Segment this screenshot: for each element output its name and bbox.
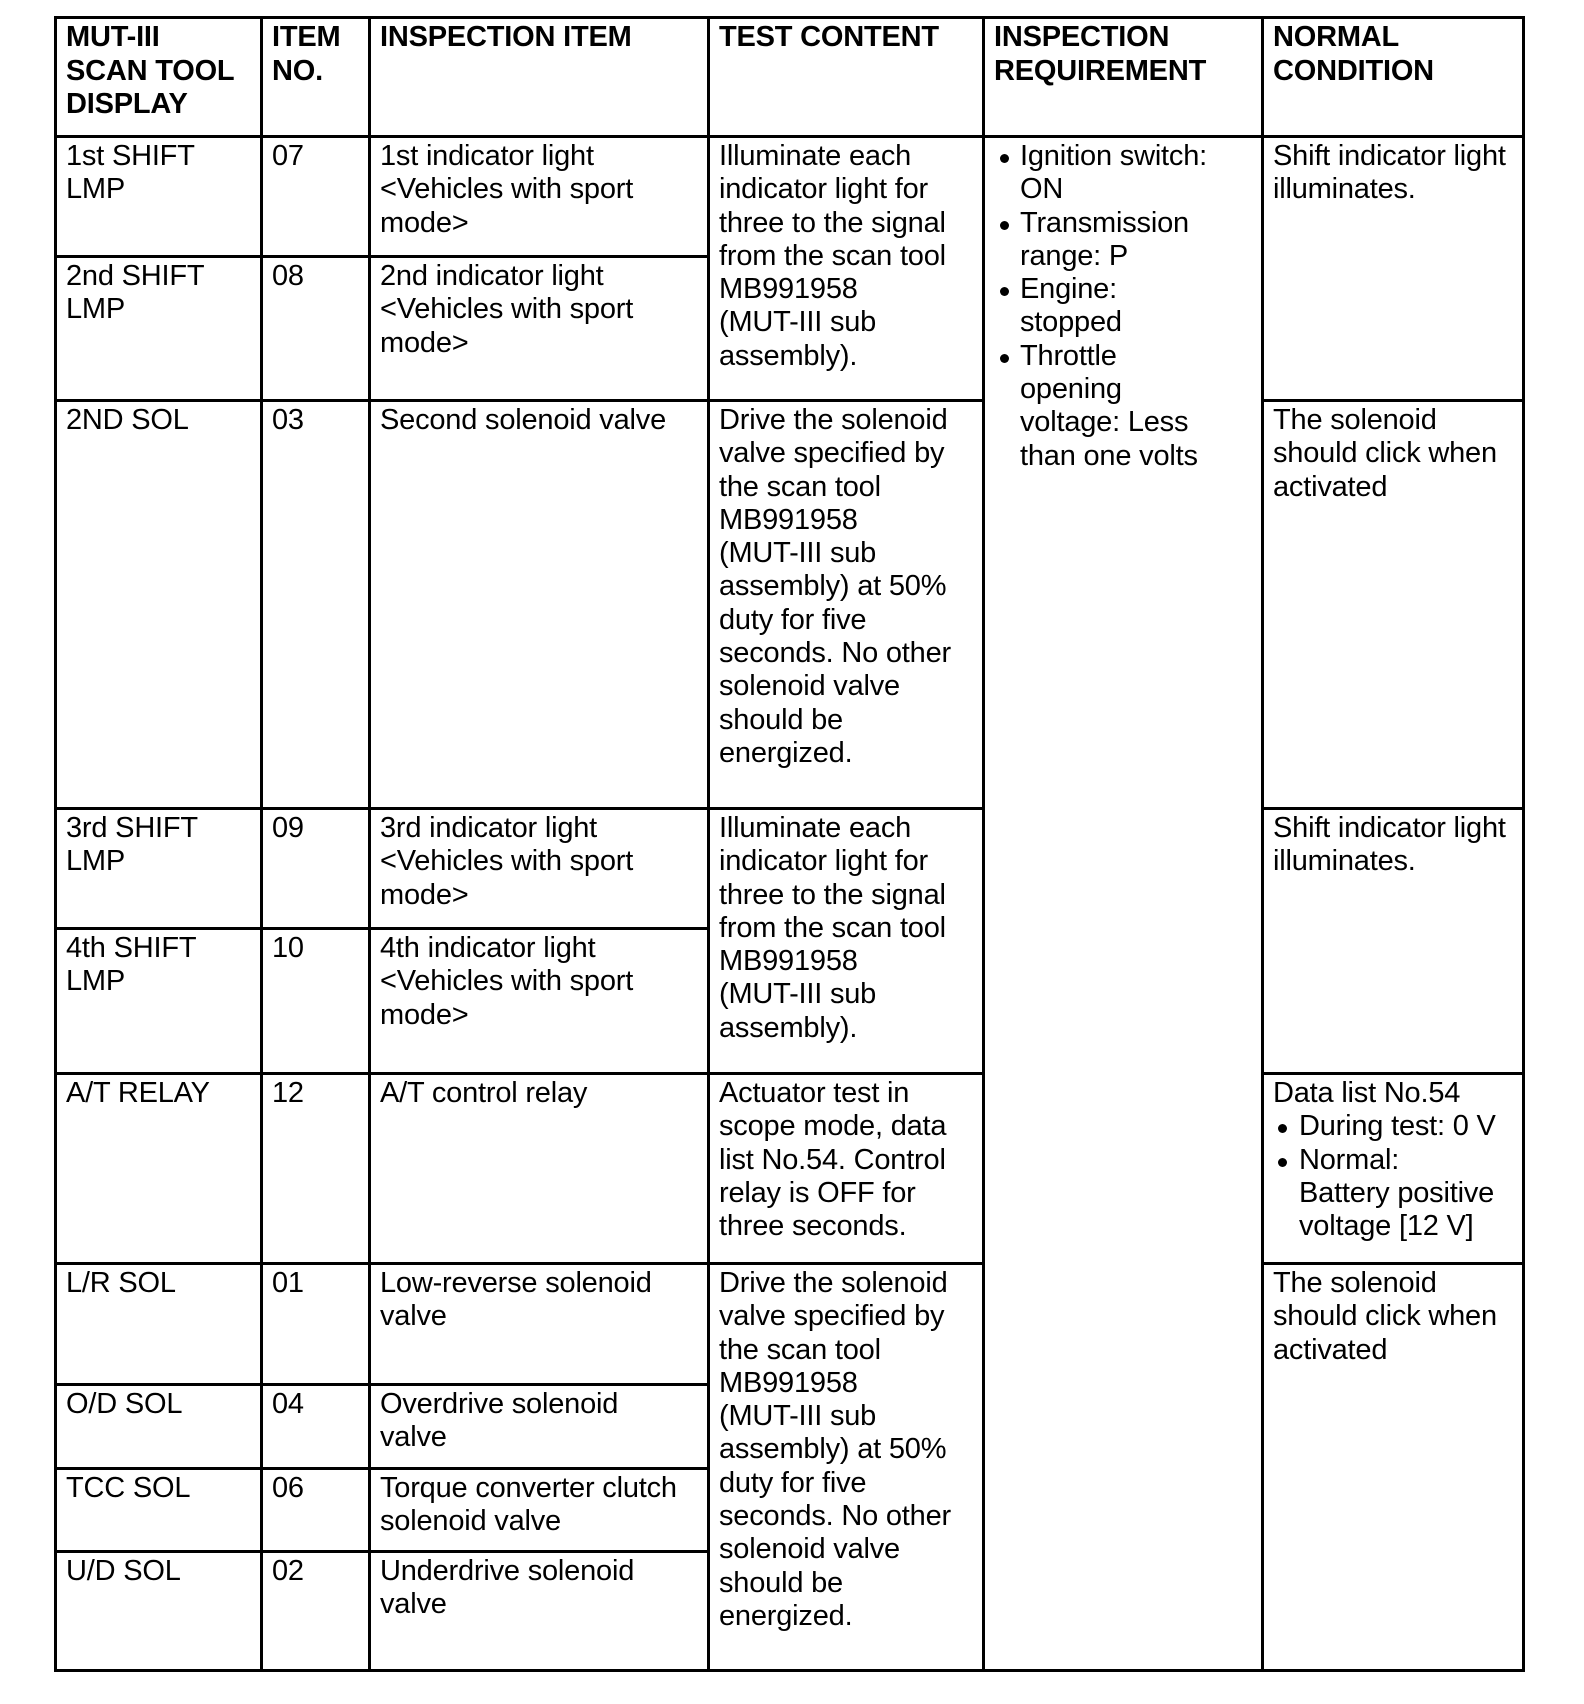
cell-text: assembly) at 50%	[719, 570, 947, 603]
cell-text: MB991958	[719, 945, 858, 978]
header-line: SCAN TOOL	[66, 54, 235, 87]
cell-text: 3rd indicator light	[380, 812, 598, 844]
cell-text: mode>	[380, 326, 469, 359]
inspection-requirement-all	[985, 138, 1264, 1672]
requirement-throttle	[985, 340, 1253, 473]
header-inspection-item	[371, 19, 710, 138]
cell-text: relay is OFF for	[719, 1176, 916, 1209]
cell-text: mode>	[380, 206, 469, 239]
cell-text: illuminates.	[1273, 173, 1416, 206]
header-normal-condition	[1264, 19, 1522, 138]
cell-text: Ignition switch:	[1020, 140, 1207, 172]
cell-text: assembly).	[719, 1011, 858, 1044]
cell-text: <Vehicles with sport	[380, 173, 634, 206]
normal-condition-solenoid-group	[1264, 1265, 1522, 1672]
cell-text: The solenoid	[1273, 1267, 1437, 1299]
table-row-ud-sol-display	[57, 1553, 263, 1672]
cell-text: MB991958	[719, 273, 858, 306]
cell-text: valve	[380, 1421, 447, 1454]
cell-text: Data list No.54	[1273, 1077, 1461, 1109]
table-row-3rd-shift-display	[57, 810, 263, 930]
header-test-content	[710, 19, 985, 138]
cell-text: TCC SOL	[66, 1472, 191, 1504]
cell-text: three seconds.	[719, 1210, 907, 1243]
table-row-4th-shift-item-no	[263, 930, 371, 1075]
cell-text: During test: 0 V	[1299, 1110, 1496, 1143]
table-row-at-relay-inspection-item	[371, 1075, 710, 1265]
cell-text: 12	[272, 1077, 304, 1109]
test-content-solenoid-group	[710, 1265, 985, 1672]
table-row-3rd-shift-inspection-item	[371, 810, 710, 930]
cell-text: Low-reverse solenoid	[380, 1267, 652, 1299]
cell-text: range: P	[1020, 239, 1129, 272]
test-content-indicator-1-2	[710, 138, 985, 402]
header-line: INSPECTION ITEM	[380, 21, 632, 53]
cell-text: 2nd SHIFT	[66, 260, 205, 292]
header-line: INSPECTION	[994, 21, 1170, 53]
header-line: TEST CONTENT	[719, 21, 939, 53]
cell-text: (MUT-III sub	[719, 978, 877, 1011]
cell-text: duty for five	[719, 603, 867, 636]
cell-text: mode>	[380, 878, 469, 911]
cell-text: 04	[272, 1388, 304, 1420]
cell-text: 1st SHIFT	[66, 140, 195, 172]
cell-text: Drive the solenoid	[719, 404, 948, 436]
requirement-transmission	[985, 207, 1253, 274]
cell-text: indicator light for	[719, 845, 928, 878]
cell-text: valve	[380, 1588, 447, 1621]
cell-text: <Vehicles with sport	[380, 845, 634, 878]
cell-text: A/T control relay	[380, 1077, 588, 1109]
cell-text: 10	[272, 932, 304, 964]
table-row-3rd-shift-item-no	[263, 810, 371, 930]
cell-text: O/D SOL	[66, 1388, 183, 1420]
cell-text: 1st indicator light	[380, 140, 594, 172]
test-content-at-relay	[710, 1075, 985, 1265]
cell-text: seconds. No other	[719, 1500, 951, 1533]
cell-text: from the scan tool	[719, 911, 946, 944]
cell-text: Overdrive solenoid	[380, 1388, 619, 1420]
cell-text: assembly) at 50%	[719, 1433, 947, 1466]
cell-text: indicator light for	[719, 173, 928, 206]
table-row-od-sol-inspection-item	[371, 1386, 710, 1470]
cell-text: opening	[1020, 373, 1122, 406]
cell-text: three to the signal	[719, 878, 946, 911]
cell-text: should be	[719, 1566, 843, 1599]
cell-text: 2nd indicator light	[380, 260, 604, 292]
cell-text: MB991958	[719, 503, 858, 536]
table-row-2nd-shift-inspection-item	[371, 258, 710, 402]
cell-text: solenoid valve	[380, 1505, 561, 1538]
table-row-tcc-sol-display	[57, 1470, 263, 1553]
cell-text: 3rd SHIFT	[66, 812, 198, 844]
cell-text: should click when	[1273, 1300, 1497, 1333]
cell-text: Transmission	[1020, 206, 1189, 239]
cell-text: <Vehicles with sport	[380, 293, 634, 326]
header-line: ITEM	[272, 21, 341, 53]
cell-text: should be	[719, 703, 843, 736]
table-row-2nd-shift-item-no	[263, 258, 371, 402]
cell-text: 02	[272, 1555, 304, 1587]
header-item-no	[263, 19, 371, 138]
table-row-tcc-sol-inspection-item	[371, 1470, 710, 1553]
cell-text: the scan tool	[719, 1333, 881, 1366]
cell-text: duty for five	[719, 1466, 867, 1499]
cell-text: assembly).	[719, 339, 858, 372]
cell-text: valve specified by	[719, 1300, 945, 1333]
cell-text: U/D SOL	[66, 1555, 181, 1587]
table-row-2nd-sol-inspection-item	[371, 402, 710, 810]
cell-text: 01	[272, 1267, 304, 1299]
cell-text: voltage [12 V]	[1299, 1210, 1474, 1243]
cell-text: scope mode, data	[719, 1110, 947, 1143]
cell-text: 4th indicator light	[380, 932, 596, 964]
normal-condition-at-relay	[1264, 1075, 1522, 1265]
cell-text: Engine:	[1020, 273, 1117, 306]
cell-text: LMP	[66, 293, 126, 326]
cell-text: solenoid valve	[719, 670, 900, 703]
cell-text: solenoid valve	[719, 1533, 900, 1566]
header-line: NO.	[272, 54, 323, 87]
table-row-ud-sol-inspection-item	[371, 1553, 710, 1672]
cell-text: seconds. No other	[719, 637, 951, 670]
cell-text: (MUT-III sub	[719, 1400, 877, 1433]
table-row-1st-shift-inspection-item	[371, 138, 710, 258]
table-row-lr-sol-inspection-item	[371, 1265, 710, 1386]
table-row-at-relay-display	[57, 1075, 263, 1265]
cell-text: Illuminate each	[719, 140, 912, 172]
table-row-2nd-sol-display	[57, 402, 263, 810]
cell-text: Shift indicator light	[1273, 812, 1506, 844]
cell-text: illuminates.	[1273, 845, 1416, 878]
cell-text: A/T RELAY	[66, 1077, 210, 1109]
cell-text: activated	[1273, 1333, 1388, 1366]
table-row-2nd-sol-item-no	[263, 402, 371, 810]
test-content-2nd-sol	[710, 402, 985, 810]
cell-text: L/R SOL	[66, 1267, 176, 1299]
header-line: MUT-III	[66, 21, 160, 53]
relay-bullet-list	[1264, 1110, 1514, 1243]
cell-text: mode>	[380, 998, 469, 1031]
cell-text: 2ND SOL	[66, 404, 189, 436]
relay-normal	[1264, 1144, 1514, 1244]
cell-text: valve	[380, 1300, 447, 1333]
test-content-indicator-3-4	[710, 810, 985, 1075]
table-row-4th-shift-display	[57, 930, 263, 1075]
table-row-tcc-sol-item-no	[263, 1470, 371, 1553]
header-line: NORMAL	[1273, 21, 1400, 53]
table-row-2nd-shift-display	[57, 258, 263, 402]
cell-text: Shift indicator light	[1273, 140, 1506, 172]
cell-text: MB991958	[719, 1366, 858, 1399]
header-line: REQUIREMENT	[994, 54, 1207, 87]
table-row-od-sol-item-no	[263, 1386, 371, 1470]
cell-text: three to the signal	[719, 206, 946, 239]
requirement-ignition	[985, 140, 1253, 207]
cell-text: Second solenoid valve	[380, 404, 666, 436]
cell-text: Underdrive solenoid	[380, 1555, 635, 1587]
table-row-lr-sol-display	[57, 1265, 263, 1386]
cell-text: The solenoid	[1273, 404, 1437, 436]
cell-text: stopped	[1020, 306, 1122, 339]
cell-text: list No.54. Control	[719, 1143, 946, 1176]
cell-text: 09	[272, 812, 304, 844]
cell-text: 06	[272, 1472, 304, 1504]
cell-text: Illuminate each	[719, 812, 912, 844]
cell-text: LMP	[66, 845, 126, 878]
cell-text: Actuator test in	[719, 1077, 910, 1109]
requirement-bullet-list	[985, 140, 1253, 473]
cell-text: Normal:	[1299, 1143, 1400, 1176]
cell-text: should click when	[1273, 437, 1497, 470]
header-inspection-requirement	[985, 19, 1264, 138]
normal-condition-indicator-1-2	[1264, 138, 1522, 402]
cell-text: Torque converter clutch	[380, 1472, 677, 1504]
cell-text: <Vehicles with sport	[380, 965, 634, 998]
table-row-od-sol-display	[57, 1386, 263, 1470]
table-row-ud-sol-item-no	[263, 1553, 371, 1672]
header-display	[57, 19, 263, 138]
table-row-1st-shift-item-no	[263, 138, 371, 258]
cell-text: 08	[272, 260, 304, 292]
cell-text: Throttle	[1020, 339, 1117, 372]
cell-text: valve specified by	[719, 437, 945, 470]
table-row-lr-sol-item-no	[263, 1265, 371, 1386]
table-row-1st-shift-display	[57, 138, 263, 258]
cell-text: (MUT-III sub	[719, 537, 877, 570]
inspection-table	[54, 16, 1525, 1672]
cell-text: voltage: Less	[1020, 406, 1189, 439]
cell-text: 4th SHIFT	[66, 932, 197, 964]
normal-condition-indicator-3-4	[1264, 810, 1522, 1075]
cell-text: LMP	[66, 173, 126, 206]
table-row-at-relay-item-no	[263, 1075, 371, 1265]
cell-text: LMP	[66, 965, 126, 998]
cell-text: (MUT-III sub	[719, 306, 877, 339]
cell-text: 03	[272, 404, 304, 436]
relay-during-test	[1264, 1110, 1514, 1143]
cell-text: energized.	[719, 736, 853, 769]
cell-text: ON	[1020, 173, 1064, 206]
cell-text: energized.	[719, 1599, 853, 1632]
cell-text: the scan tool	[719, 470, 881, 503]
cell-text: Drive the solenoid	[719, 1267, 948, 1299]
cell-text: 07	[272, 140, 304, 172]
cell-text: than one volts	[1020, 439, 1198, 472]
requirement-engine	[985, 273, 1253, 340]
cell-text: from the scan tool	[719, 239, 946, 272]
cell-text: Battery positive	[1299, 1176, 1495, 1209]
header-line: DISPLAY	[66, 88, 188, 120]
header-line: CONDITION	[1273, 54, 1434, 87]
cell-text: activated	[1273, 470, 1388, 503]
table-row-4th-shift-inspection-item	[371, 930, 710, 1075]
normal-condition-2nd-sol	[1264, 402, 1522, 810]
